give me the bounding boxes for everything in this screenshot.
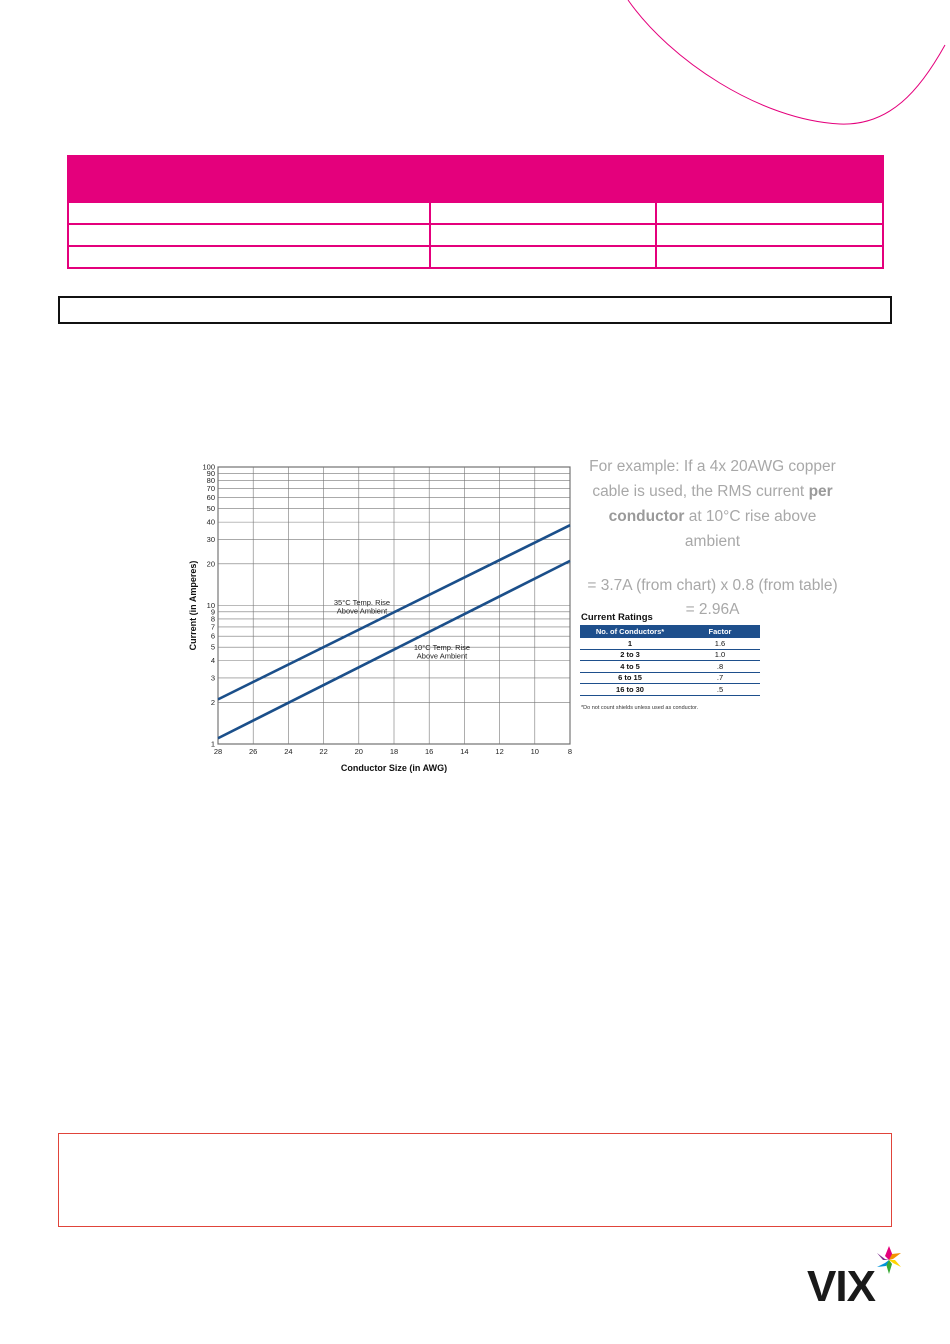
spec-cell: [656, 224, 883, 246]
example-paragraph: [575, 454, 850, 554]
table-row: [68, 246, 883, 268]
y-tick-label: 6: [210, 631, 215, 641]
y-tick-label: 20: [206, 559, 215, 569]
table-row: [580, 649, 760, 661]
ratings-conductors: 2 to 3: [580, 649, 680, 661]
spec-header-cell: [68, 156, 430, 202]
y-tick-label: 100: [202, 462, 215, 472]
spec-table: [67, 155, 884, 269]
formula-line: = 2.96A: [685, 601, 740, 618]
x-tick-label: 28: [213, 747, 223, 756]
x-axis-label: Conductor Size (in AWG): [340, 763, 448, 773]
ratings-title: Current Ratings: [581, 612, 653, 623]
spec-cell: [656, 246, 883, 268]
x-tick-label: 14: [460, 747, 469, 756]
example-line: [575, 479, 850, 504]
spec-cell: [68, 246, 430, 268]
table-row: [68, 202, 883, 224]
ratings-conductors: 1: [580, 638, 680, 649]
x-tick-label: 22: [319, 747, 328, 756]
example-bold-text: per: [808, 483, 833, 500]
current-rating-chart: [180, 455, 575, 780]
ratings-factor: .7: [680, 672, 760, 684]
spec-cell: [68, 202, 430, 224]
x-tick-label: 16: [425, 747, 434, 756]
table-row: [580, 638, 760, 649]
table-row: [580, 672, 760, 684]
ratings-conductors: 6 to 15: [580, 672, 680, 684]
y-axis-label: Current (in Amperes): [188, 560, 198, 651]
warning-box: [58, 1133, 892, 1227]
example-line: [575, 504, 850, 529]
spec-cell: [430, 224, 656, 246]
table-row: [68, 224, 883, 246]
y-tick-label: 7: [210, 622, 215, 632]
formula-line: = 3.7A (from chart) x 0.8 (from table): [587, 577, 838, 594]
y-tick-label: 5: [210, 642, 215, 652]
ratings-header-row: [580, 625, 760, 638]
example-text-span: cable is used, the RMS current: [592, 483, 805, 500]
spec-cell: [68, 224, 430, 246]
table-row: [580, 684, 760, 696]
example-line: For example: If a 4x 20AWG copper: [589, 458, 836, 475]
y-tick-label: 1: [210, 739, 215, 749]
vix-logo-text: VIX: [807, 1262, 875, 1311]
y-tick-label: 3: [210, 673, 215, 683]
y-tick-label: 60: [206, 493, 215, 503]
y-tick-label: 10: [206, 601, 215, 610]
example-bold-text: conductor: [608, 508, 685, 525]
table-row: [580, 661, 760, 673]
y-tick-label: 70: [206, 483, 215, 493]
chart-annotation: Above Ambient: [336, 606, 388, 616]
y-tick-label: 40: [206, 517, 215, 527]
y-tick-label: 8: [210, 614, 215, 624]
ratings-col-factor: Factor: [680, 625, 760, 638]
x-tick-label: 12: [495, 747, 504, 756]
chart-annotation: Above Ambient: [416, 651, 468, 661]
ratings-conductors: 16 to 30: [580, 684, 680, 696]
y-tick-label: 4: [210, 656, 215, 666]
y-tick-label: 9: [210, 607, 215, 617]
ratings-factor: 1.0: [680, 649, 760, 661]
ratings-footnote: *Do not count shields unless used as conductor.: [581, 705, 699, 711]
ratings-factor: .8: [680, 661, 760, 673]
y-tick-label: 80: [206, 475, 215, 485]
spec-header-cell: [656, 156, 883, 202]
y-tick-label: 90: [206, 468, 215, 478]
example-text-span: at 10°C rise above: [688, 508, 817, 525]
spec-table-header: [68, 156, 883, 202]
current-ratings-table: [580, 625, 760, 696]
x-tick-label: 24: [284, 747, 293, 756]
y-tick-label: 2: [210, 697, 215, 707]
ratings-col-conductors: No. of Conductors*: [580, 625, 680, 638]
decorative-curve: [600, 0, 950, 130]
y-tick-label: 50: [206, 504, 215, 514]
spec-cell: [430, 202, 656, 224]
ratings-conductors: 4 to 5: [580, 661, 680, 673]
x-tick-label: 20: [354, 747, 363, 756]
y-tick-label: 30: [206, 534, 215, 544]
x-tick-label: 18: [389, 747, 399, 756]
example-line: ambient: [684, 533, 741, 550]
spec-cell: [430, 246, 656, 268]
spec-header-cell: [430, 156, 656, 202]
ratings-factor: 1.6: [680, 638, 760, 649]
note-box: [58, 296, 892, 324]
ratings-factor: .5: [680, 684, 760, 696]
spec-cell: [656, 202, 883, 224]
x-tick-label: 10: [530, 747, 539, 756]
chart-annotation: 35°C Temp. Rise: [333, 598, 391, 607]
x-tick-label: 26: [249, 747, 258, 756]
x-tick-label: 8: [567, 747, 573, 756]
chart-annotation: 10°C Temp. Rise: [413, 643, 471, 652]
